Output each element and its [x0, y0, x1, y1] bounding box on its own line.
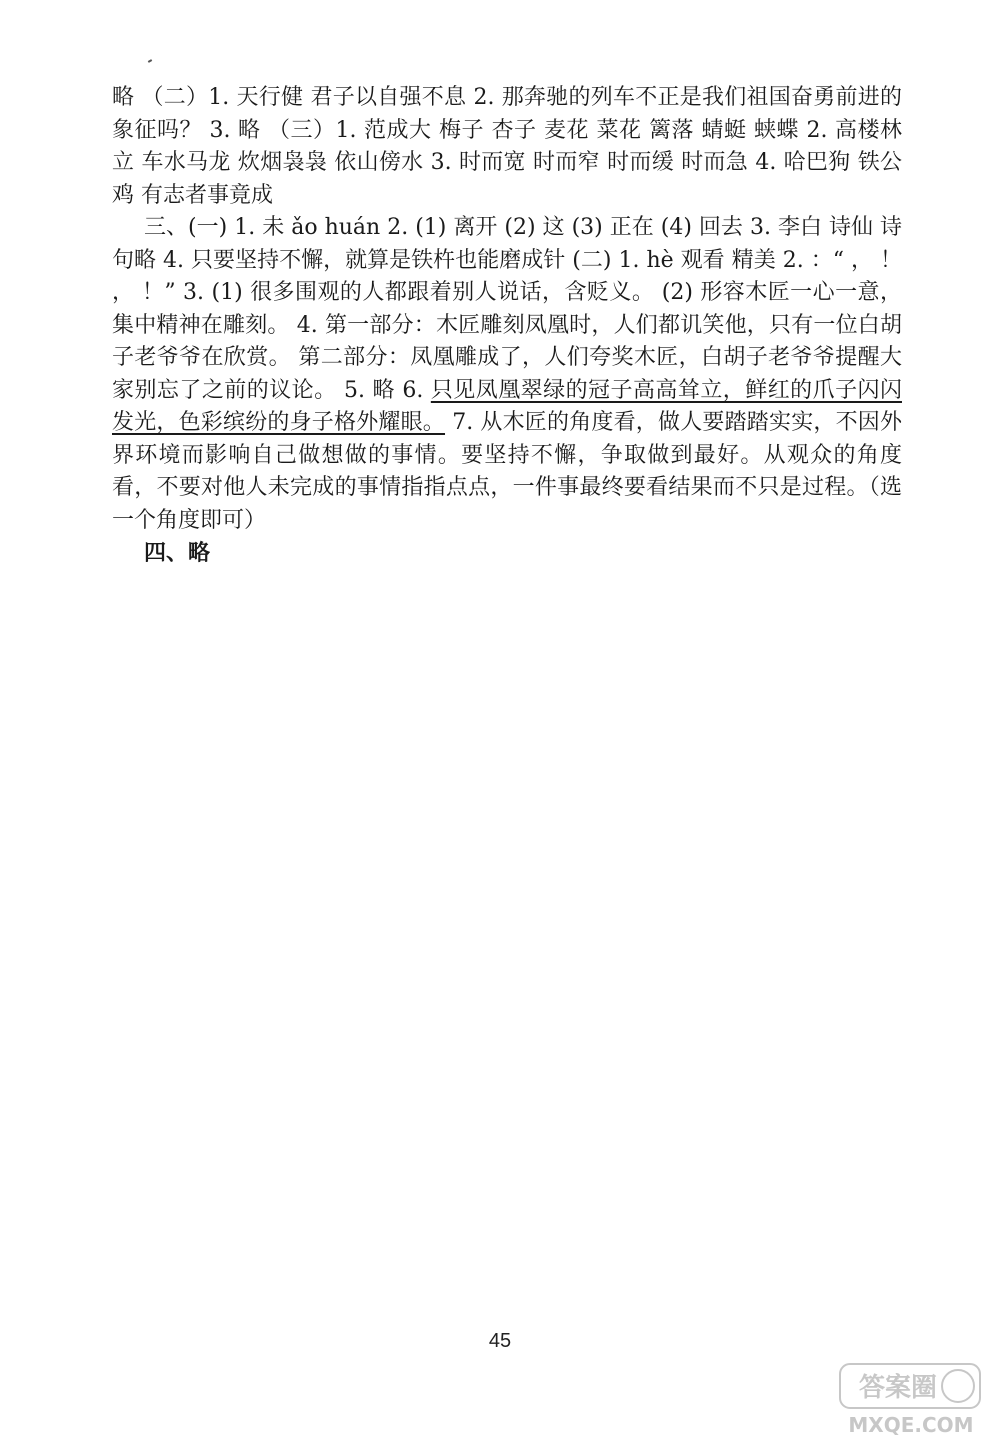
- section-3-text-start: 三、(一) 1. 未 ǎo huán 2. (1) 离开 (2) 这 (3) 正在 (4) 回去 3. 李白 诗仙 诗句略 4. 只要坚持不懈，就算是铁杵也能磨成针 (二) 1. hè 观看 精美 2. ：“ ， ！ ， ！” 3. (1) 很多围观的人都跟着别人说话，含贬义。 (2) 形容木匠一心一意，集中精神在雕刻。 4. 第一部分：木匠雕刻凤凰时，人们都讥笑他，只有一位白胡子老爷爷在欣赏。 第二部分：凤凰雕成了，人们夸奖木匠，白胡子老爷爷提醒大家别忘了之前的议论。 5. 略 6.: [112, 215, 902, 403]
- answer-paragraph-section-3: [112, 212, 902, 537]
- stray-mark: [148, 59, 152, 63]
- watermark-top-text: 答案圈: [858, 1373, 938, 1403]
- section-3-text-end: 7. 从木匠的角度看，做人要踏踏实实，不因外界环境而影响自己做想做的事情。要坚持不懈，争取做到最好。从观众的角度看，不要对他人未完成的事情指指点点，一件事最终要看结果而不只是过程。（选一个角度即可）: [112, 410, 902, 533]
- answer-content: [112, 82, 902, 570]
- site-watermark-logo: [836, 1360, 986, 1438]
- section-4-heading: 四、略: [144, 540, 211, 566]
- answer-paragraph-1: 略 （二）1. 天行健 君子以自强不息 2. 那奔驰的列车不正是我们祖国奋勇前进的象征吗？ 3. 略 （三）1. 范成大 梅子 杏子 麦花 菜花 篱落 蜻蜓 蛱蝶 2. 高楼林立 车水马龙 炊烟袅袅 依山傍水 3. 时而宽 时而窄 时而缓 时而急 4. 哈巴狗 铁公鸡 有志者事竟成: [112, 85, 902, 208]
- watermark-bottom-text: MXQE.COM: [848, 1413, 974, 1437]
- page-number: 45: [488, 1330, 512, 1352]
- underlined-answer: 只见凤凰翠绿的冠子高高耸立，鲜红的爪子闪闪发光，色彩缤纷的身子格外耀眼。: [112, 377, 902, 435]
